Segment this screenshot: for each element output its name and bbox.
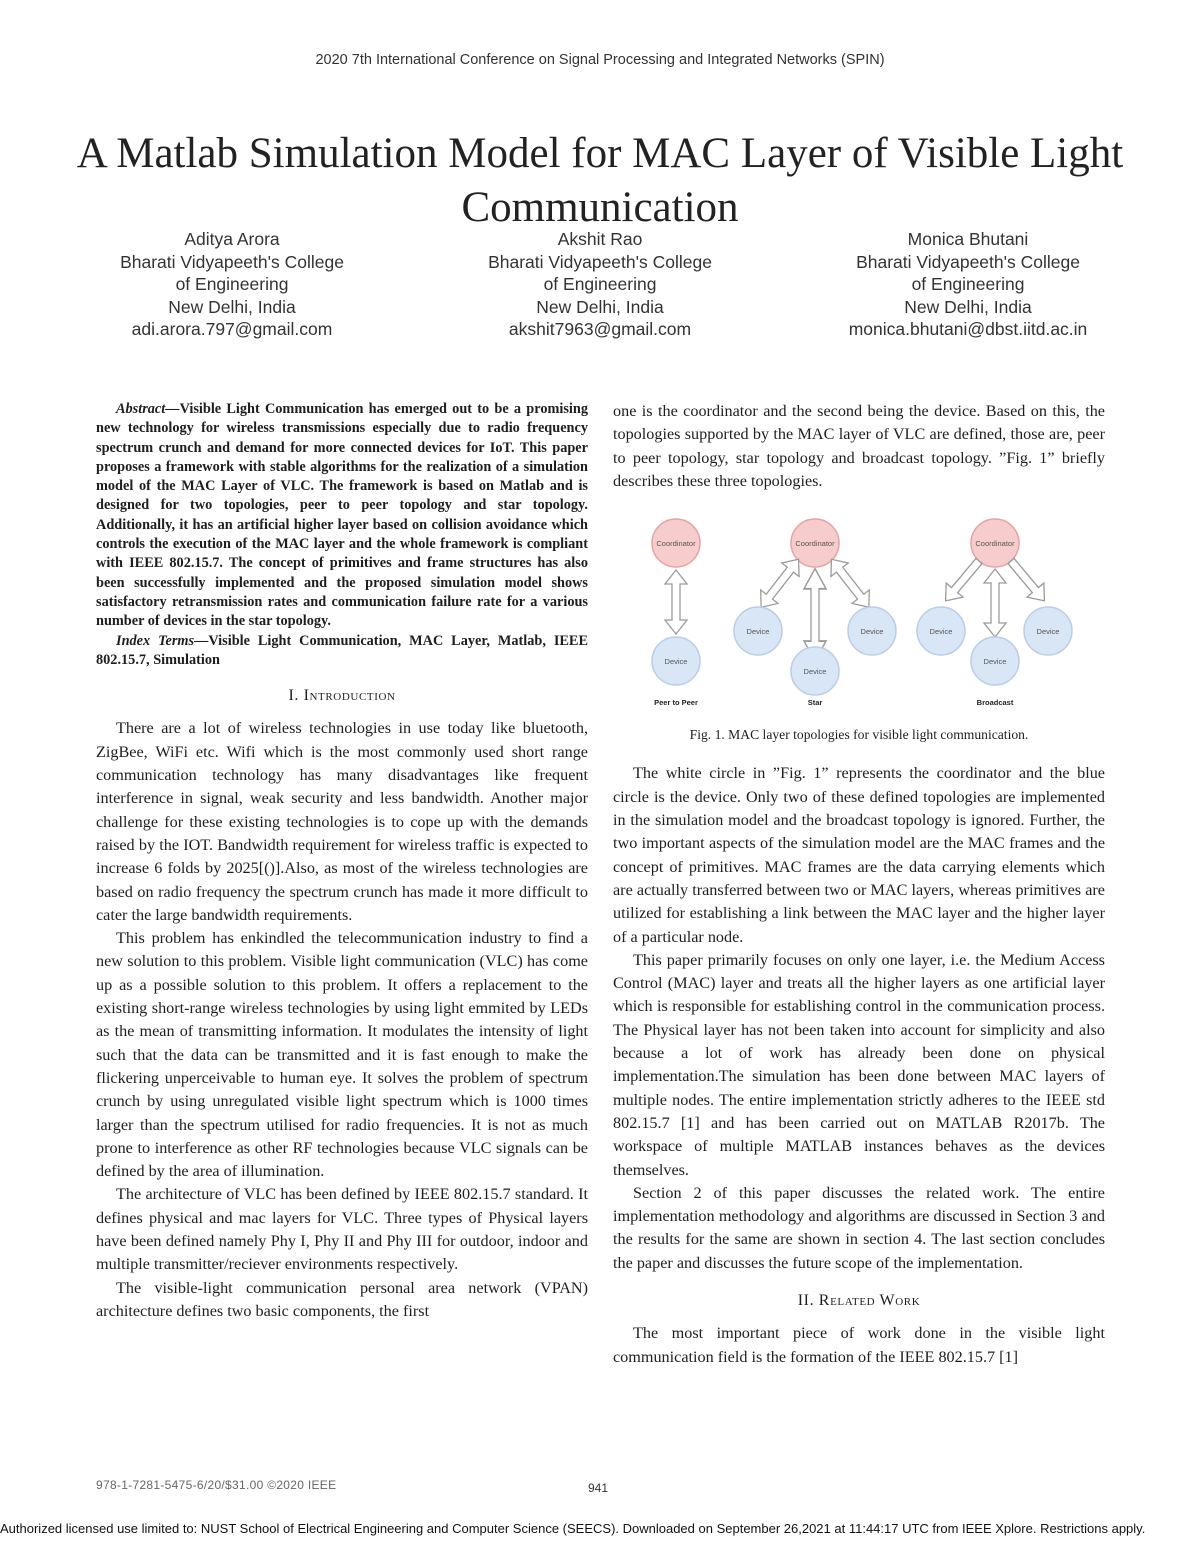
index-terms xyxy=(96,632,588,671)
abstract-label: Abstract— xyxy=(116,401,180,417)
author-name: Aditya Arora xyxy=(184,229,280,249)
double-arrow-icon xyxy=(665,570,687,634)
author-name: Monica Bhutani xyxy=(907,229,1029,249)
author-email[interactable]: adi.arora.797@gmail.com xyxy=(131,319,333,339)
left-column xyxy=(96,400,588,1323)
author-location: New Delhi, India xyxy=(168,296,296,317)
paragraph: The visible-light communication personal area network (VPAN) architecture defines two basic components, the first xyxy=(96,1278,588,1320)
topology-broadcast xyxy=(917,519,1072,707)
paragraph: The architecture of VLC has been defined by IEEE 802.15.7 standard. It defines physical and mac layers for VLC. Three types of Physical layers have been defined namely Phy I, Phy II and Phy III for outdoor, indoor and multiple transmitter/reciever environments respectively. xyxy=(96,1185,588,1274)
author-affiliation: Bharati Vidyapeeth's College xyxy=(120,251,344,272)
author-email[interactable]: monica.bhutani@dbst.iitd.ac.in xyxy=(848,319,1088,339)
author-email[interactable]: akshit7963@gmail.com xyxy=(508,319,692,339)
device-node-label: Device xyxy=(664,657,688,667)
author-name: Akshit Rao xyxy=(557,229,643,249)
device-node-label: Device xyxy=(803,667,827,677)
arrow-icon xyxy=(984,569,1006,637)
device-node-label: Device xyxy=(983,657,1007,667)
paragraph: The most important piece of work done in the visible light communication field is the formation of the IEEE 802.15.7 [1] xyxy=(613,1324,1105,1366)
arrow-icon xyxy=(1003,554,1053,608)
author-location: New Delhi, India xyxy=(904,296,1032,317)
right-column xyxy=(613,400,1105,1369)
author-affiliation-2: of Engineering xyxy=(175,274,289,294)
abstract-text: Visible Light Communication has emerged out to be a promising new technology for wireless transmissions especially due to radio frequency spectrum crunch and demand for more connected devices for IoT. This paper proposes a framework with stable algorithms for the realization of a simulation model of the MAC Layer of VLC. The framework is based on Matlab and is designed for two topologies, peer to peer topology and star topology. Additionally, it has an artificial higher layer based on collision avoidance which controls the execution of the MAC layer and the whole framework is compliant with IEEE 802.15.7. The concept of primitives and frame structures has also been successfully implemented and the proposed simulation model shows satisfactory retransmission rates and communication failure rate for a various number of devices in the star topology. xyxy=(96,401,588,630)
paragraph: There are a lot of wireless technologies in use today like bluetooth, ZigBee, WiFi etc. Wifi which is the most commonly used short range communication technology has many disadvantages like frequent interference in signal, weak security and less bandwidth. Another major challenge for these existing technologies is to cope up with the demands raised by the IOT. Bandwidth requirement for wireless traffic is expected to increase 6 folds by 2025[()].Also, as most of the wireless technologies are based on radio frequency the spectrum crunch has made it more difficult to cater the large bandwidth requirements. xyxy=(96,719,588,924)
paragraph: one is the coordinator and the second being the device. Based on this, the topologies supported by the MAC layer of VLC are defined, those are, peer to peer topology, star topology and broadcast topology. ”Fig. 1” briefly describes these three topologies. xyxy=(613,402,1105,490)
section-title: Introduction xyxy=(303,687,396,705)
paragraph: Section 2 of this paper discusses the related work. The entire implementation methodology and algorithms are discussed in Section 3 and the results for the same are shown in section 4. The last section concludes the paper and discusses the future scope of the implementation. xyxy=(613,1183,1105,1272)
author-1 xyxy=(48,228,416,341)
section-numeral: II. xyxy=(797,1292,819,1310)
author-affiliation: Bharati Vidyapeeth's College xyxy=(856,251,1080,272)
figure-caption: Fig. 1. MAC layer topologies for visible light communication. xyxy=(689,727,1029,743)
topology-star xyxy=(734,519,896,707)
index-terms-label: Index Terms— xyxy=(116,632,209,649)
section-numeral: I. xyxy=(288,687,304,705)
coordinator-node-label: Coordinator xyxy=(975,539,1015,549)
paper-title: A Matlab Simulation Model for MAC Layer of Visible Light Communication xyxy=(76,129,1124,231)
author-2 xyxy=(416,228,784,341)
author-affiliation-2: of Engineering xyxy=(911,274,1025,294)
conference-header: 2020 7th International Conference on Signal Processing and Integrated Networks (SPIN) xyxy=(315,52,885,68)
double-arrow-icon xyxy=(823,553,878,614)
coordinator-node-label: Coordinator xyxy=(656,539,696,549)
topology-peer-to-peer xyxy=(652,519,700,707)
author-affiliation: Bharati Vidyapeeth's College xyxy=(488,251,712,272)
section-heading-introduction xyxy=(96,684,588,707)
topology-diagram xyxy=(613,513,1105,713)
footer-isbn: 978-1-7281-5475-6/20/$31.00 ©2020 IEEE xyxy=(96,1478,337,1492)
device-node-label: Device xyxy=(1036,627,1060,637)
topology-label-star: Star xyxy=(807,698,823,708)
author-location: New Delhi, India xyxy=(536,296,664,317)
device-node-label: Device xyxy=(746,627,770,637)
paragraph: The white circle in ”Fig. 1” represents the coordinator and the blue circle is the device. Only two of these defined topologies are implemented in the simulation model and the broadcast topology is ignored. Further, the two important aspects of the simulation model are the MAC frames and the concept of primitives. MAC frames are the data carrying elements which are actually transferred between two or MAC layers, whereas primitives are utilized for establishing a link between the MAC layer and the higher layer of a particular node. xyxy=(613,764,1105,946)
author-affiliation-2: of Engineering xyxy=(543,274,657,294)
author-3 xyxy=(784,228,1152,341)
topology-label-broadcast: Broadcast xyxy=(976,698,1014,708)
topology-label-peer: Peer to Peer xyxy=(654,698,698,708)
author-block xyxy=(48,228,1152,348)
paragraph: This problem has enkindled the telecommunication industry to find a new solution to this problem. Visible light communication (VLC) has come up as a possible solution to this problem. It offers a replacement to the existing short-range wireless technologies by using light emmited by LEDs as the mean of transmitting information. It modulates the intensity of light such that the data can be transmitted and it is fast enough to make the flickering unperceivable to human eye. It solves the problem of spectrum crunch by using unregulated visible light spectrum which is 1000 times larger than the spectrum utilised for radio frequencies. It is not as much prone to interference as other RF technologies because VLC signals can be defined by the area of illumination. xyxy=(96,929,588,1181)
figure-topologies xyxy=(613,513,1105,713)
abstract xyxy=(96,400,588,632)
double-arrow-icon xyxy=(752,553,807,614)
arrow-icon xyxy=(937,554,987,608)
device-node-label: Device xyxy=(860,627,884,637)
device-node-label: Device xyxy=(929,627,953,637)
license-notice: Authorized licensed use limited to: NUST School of Electrical Engineering and Computer Science (SEECS). Downloaded on September 26,2021 at 11:44:17 UTC from IEEE Xplore. Restrictions apply. xyxy=(0,1521,1146,1536)
section-title: Related Work xyxy=(818,1292,921,1310)
coordinator-node-label: Coordinator xyxy=(795,539,835,549)
paragraph: This paper primarily focuses on only one layer, i.e. the Medium Access Control (MAC) layer and treats all the higher layers as one artificial layer which is responsible for establishing control in the communication process. The Physical layer has not been taken into account for simplicity and also because a lot of work has already been done on physical implementation.The simulation has been done between MAC layers of multiple nodes. The entire implementation strictly adheres to the IEEE std 802.15.7 [1] and has been carried out on MATLAB R2017b. The workspace of multiple MATLAB instances behaves as the devices themselves. xyxy=(613,950,1105,1179)
section-heading-related-work xyxy=(613,1289,1105,1312)
page-number: 941 xyxy=(588,1481,609,1495)
index-terms-text: Visible Light Communication, MAC Layer, Matlab, IEEE 802.15.7, Simulation xyxy=(96,632,589,668)
